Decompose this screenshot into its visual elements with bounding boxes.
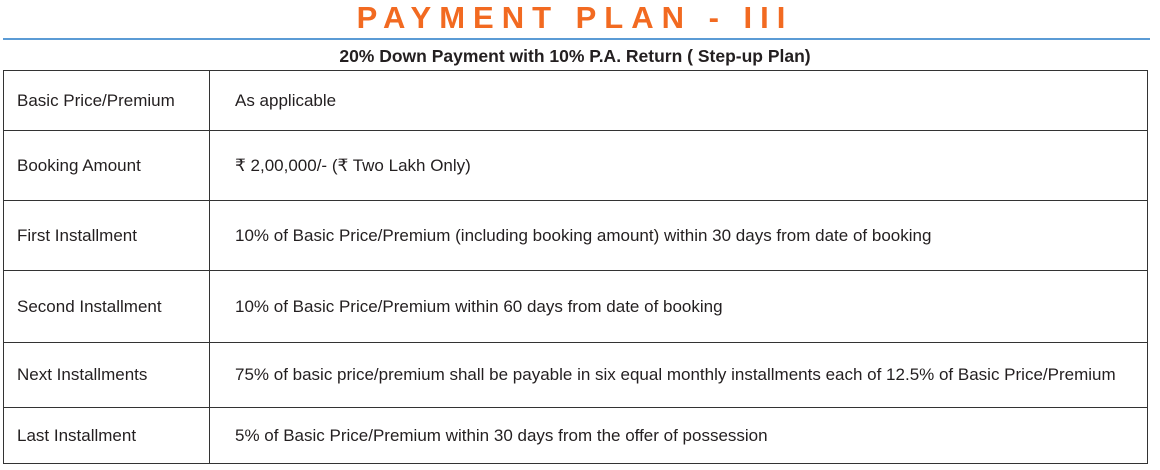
row-label: Next Installments (4, 343, 210, 407)
row-label: First Installment (4, 201, 210, 270)
row-value: 10% of Basic Price/Premium within 60 days from date of booking (235, 296, 723, 316)
row-value: ₹ 2,00,000/- (₹ Two Lakh Only) (235, 155, 471, 175)
table-row (4, 271, 1147, 343)
row-value: 10% of Basic Price/Premium (including booking amount) within 30 days from date of booking (235, 225, 932, 245)
table-row (4, 71, 1147, 131)
title-divider (3, 38, 1150, 40)
row-value: 5% of Basic Price/Premium within 30 days from the offer of possession (235, 425, 768, 445)
table-row (4, 343, 1147, 408)
row-value: As applicable (235, 90, 337, 110)
page-title: PAYMENT PLAN - III (356, 0, 794, 35)
table-row (4, 201, 1147, 271)
row-label: Second Installment (4, 271, 210, 342)
row-label: Last Installment (4, 408, 210, 463)
row-value: 75% of basic price/premium shall be payable in six equal monthly installments each of 12.5% of Basic Price/Premium (235, 365, 1116, 384)
row-label: Basic Price/Premium (4, 71, 210, 130)
plan-subtitle: 20% Down Payment with 10% P.A. Return ( Step-up Plan) (339, 46, 811, 66)
payment-plan-table (3, 70, 1148, 464)
row-label: Booking Amount (4, 131, 210, 200)
table-row (4, 131, 1147, 201)
table-row (4, 408, 1147, 463)
